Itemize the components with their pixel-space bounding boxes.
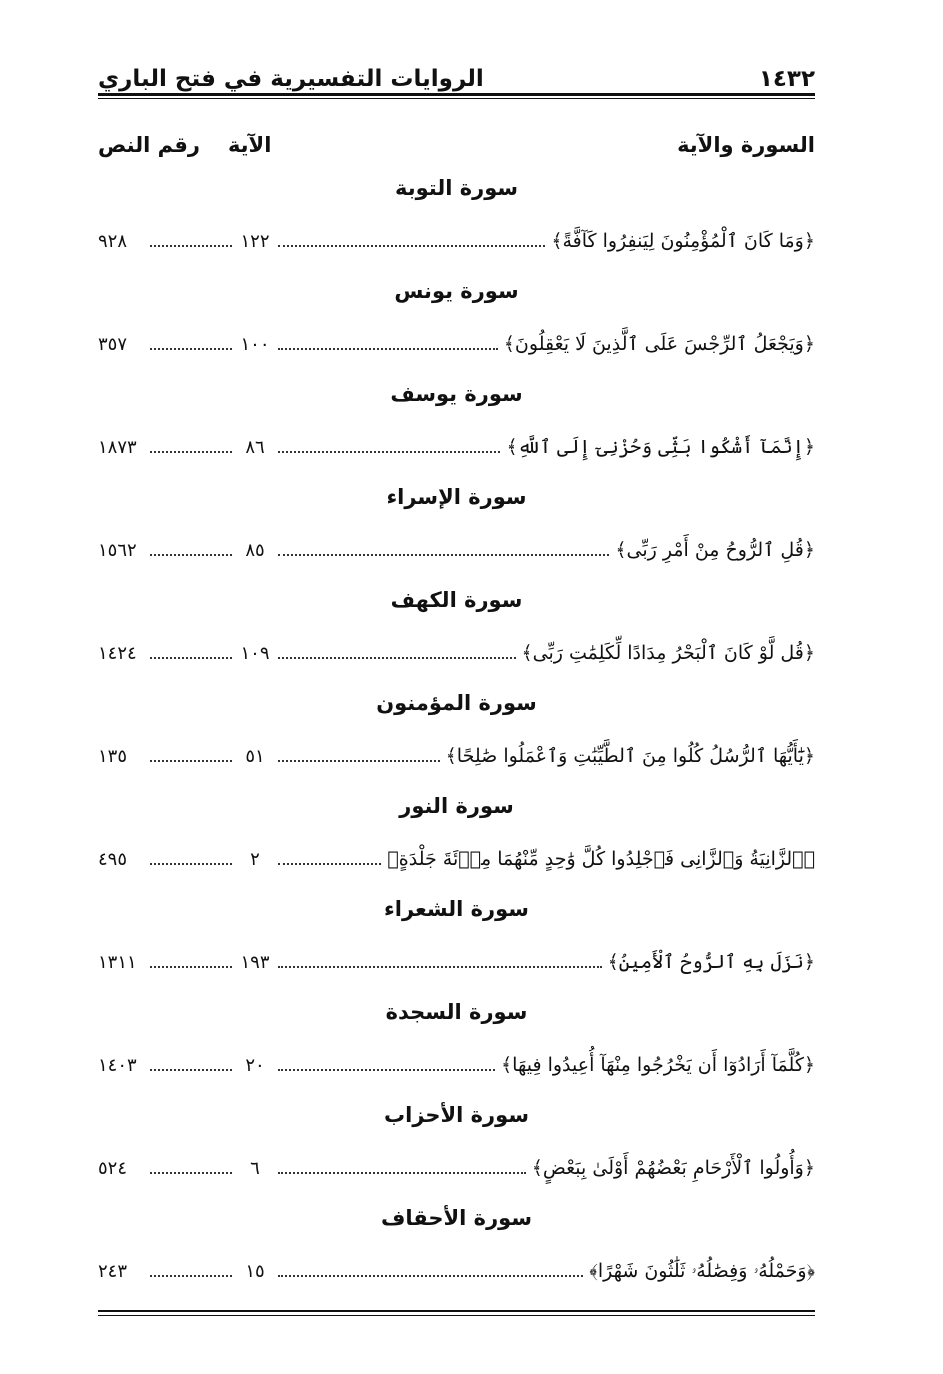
dot-leader xyxy=(150,966,232,968)
dot-leader xyxy=(150,1069,232,1071)
text-number: ١٤٢٤ xyxy=(98,642,137,664)
index-entry xyxy=(98,842,815,876)
surah-section xyxy=(98,481,815,584)
dot-leader xyxy=(150,348,232,350)
surah-title: سورة الكهف xyxy=(390,588,523,612)
verse-text: ﴿قُل لَّوْ كَانَ ٱلْبَحْرُ مِدَادًا لِّكَلِمَٰتِ رَبِّى﴾ xyxy=(521,642,815,664)
dot-leader xyxy=(278,554,609,556)
surah-title: سورة النور xyxy=(399,794,514,818)
surah-section xyxy=(98,172,815,275)
index-entry xyxy=(98,430,815,464)
surah-section xyxy=(98,893,815,996)
index-entry xyxy=(98,1254,815,1288)
dot-leader xyxy=(278,348,498,350)
dot-leader xyxy=(150,245,232,247)
dot-leader xyxy=(150,1172,232,1174)
verse-text: ﴿وَأُولُوا ٱلْأَرْحَامِ بَعْضُهُمْ أَوْلَىٰ بِبَعْضٍ﴾ xyxy=(531,1157,815,1179)
index-entry xyxy=(98,1048,815,1082)
dot-leader xyxy=(150,760,232,762)
dot-leader xyxy=(278,451,500,453)
verse-text: ﴿ٱلزَّانِيَةُ وَٱلزَّانِى فَٱجْلِدُوا كُلَّ وَٰحِدٍ مِّنْهُمَا مِا۟ئَةَ جَلْدَةٍ﴾ xyxy=(387,848,815,870)
ayah-number: ٨٦ xyxy=(245,436,265,458)
surah-section xyxy=(98,275,815,378)
surah-title: سورة يونس xyxy=(394,279,519,303)
verse-text: ﴿وَيَجْعَلُ ٱلرِّجْسَ عَلَى ٱلَّذِينَ لَا يَعْقِلُونَ﴾ xyxy=(503,333,815,355)
index-entry xyxy=(98,739,815,773)
index-entry xyxy=(98,224,815,258)
dot-leader xyxy=(150,451,232,453)
dot-leader xyxy=(278,863,381,865)
ayah-number: ١٢٢ xyxy=(240,230,270,252)
surah-title: سورة المؤمنون xyxy=(376,691,537,715)
header-rule xyxy=(98,93,815,99)
text-number: ١٥٦٢ xyxy=(98,539,137,561)
dot-leader xyxy=(150,657,232,659)
footer-rule xyxy=(98,1310,815,1316)
ayah-number: ١٠٩ xyxy=(240,642,270,664)
column-headers xyxy=(98,128,815,162)
verse-text: ﴿نَزَلَ بِهِ ٱلرُّوحُ ٱلْأَمِينُ﴾ xyxy=(607,951,815,973)
surah-title: سورة الأحقاف xyxy=(381,1206,532,1230)
surah-title: سورة التوبة xyxy=(394,176,519,200)
column-header-text-number: رقم النص xyxy=(98,133,200,157)
dot-leader xyxy=(150,863,232,865)
dot-leader xyxy=(278,1275,583,1277)
dot-leader xyxy=(278,760,440,762)
dot-leader xyxy=(278,1172,526,1174)
index-entry xyxy=(98,533,815,567)
index-entry xyxy=(98,636,815,670)
ayah-number: ٦ xyxy=(250,1157,260,1179)
ayah-number: ٢٠ xyxy=(245,1054,265,1076)
ayah-number: ١٥ xyxy=(245,1260,265,1282)
surah-section xyxy=(98,584,815,687)
verse-text: ﴿وَمَا كَانَ ٱلْمُؤْمِنُونَ لِيَنفِرُوا كَآفَّةً﴾ xyxy=(551,230,815,252)
ayah-number: ١٠٠ xyxy=(240,333,270,355)
text-number: ٤٩٥ xyxy=(98,848,128,870)
verse-text: ﴿وَحَمْلُهُۥ وَفِصَٰلُهُۥ ثَلَٰثُونَ شَهْرًا﴾ xyxy=(589,1260,815,1282)
surah-title: سورة الأحزاب xyxy=(384,1103,529,1127)
text-number: ٥٢٤ xyxy=(98,1157,128,1179)
surah-title: سورة السجدة xyxy=(385,1000,528,1024)
verse-text: ﴿قُلِ ٱلرُّوحُ مِنْ أَمْرِ رَبِّى﴾ xyxy=(615,539,815,561)
dot-leader xyxy=(278,1069,495,1071)
surah-section xyxy=(98,687,815,790)
surah-title: سورة يوسف xyxy=(390,382,523,406)
surah-section xyxy=(98,790,815,893)
ayah-number: ٢ xyxy=(250,848,260,870)
text-number: ٩٢٨ xyxy=(98,230,128,252)
index-sections xyxy=(98,172,815,1305)
dot-leader xyxy=(150,1275,232,1277)
text-number: ١٣١١ xyxy=(98,951,137,973)
dot-leader xyxy=(150,554,232,556)
verse-text: ﴿إِنَّمَآ أَشْكُوا بَثِّى وَحُزْنِىٓ إِلَى ٱللَّهِ﴾ xyxy=(506,436,815,458)
dot-leader xyxy=(278,966,602,968)
text-number: ١٣٥ xyxy=(98,745,128,767)
text-number: ١٨٧٣ xyxy=(98,436,137,458)
text-number: ١٤٠٣ xyxy=(98,1054,137,1076)
verse-text: ﴿يَٰٓأَيُّهَا ٱلرُّسُلُ كُلُوا مِنَ ٱلطَّيِّبَٰتِ وَٱعْمَلُوا صَٰلِحًا﴾ xyxy=(445,745,815,767)
index-entry xyxy=(98,945,815,979)
text-number: ٣٥٧ xyxy=(98,333,128,355)
index-entry xyxy=(98,1151,815,1185)
ayah-number: ١٩٣ xyxy=(240,951,270,973)
page-header xyxy=(98,52,815,92)
column-headers-left xyxy=(98,133,271,157)
surah-section xyxy=(98,1202,815,1305)
surah-title: سورة الإسراء xyxy=(386,485,527,509)
surah-title: سورة الشعراء xyxy=(384,897,529,921)
column-header-surah-and-ayah: السورة والآية xyxy=(677,133,815,157)
ayah-number: ٨٥ xyxy=(245,539,265,561)
book-title: الروايات التفسيرية في فتح الباري xyxy=(98,66,484,92)
surah-section xyxy=(98,996,815,1099)
verse-text: ﴿كُلَّمَآ أَرَادُوٓا أَن يَخْرُجُوا مِنْهَآ أُعِيدُوا فِيهَا﴾ xyxy=(501,1054,815,1076)
dot-leader xyxy=(278,657,516,659)
text-number: ٢٤٣ xyxy=(98,1260,128,1282)
page-number: ١٤٣٢ xyxy=(758,66,815,92)
column-header-ayah: الآية xyxy=(227,133,272,157)
surah-section xyxy=(98,378,815,481)
ayah-number: ٥١ xyxy=(245,745,265,767)
dot-leader xyxy=(278,245,545,247)
index-entry xyxy=(98,327,815,361)
surah-section xyxy=(98,1099,815,1202)
